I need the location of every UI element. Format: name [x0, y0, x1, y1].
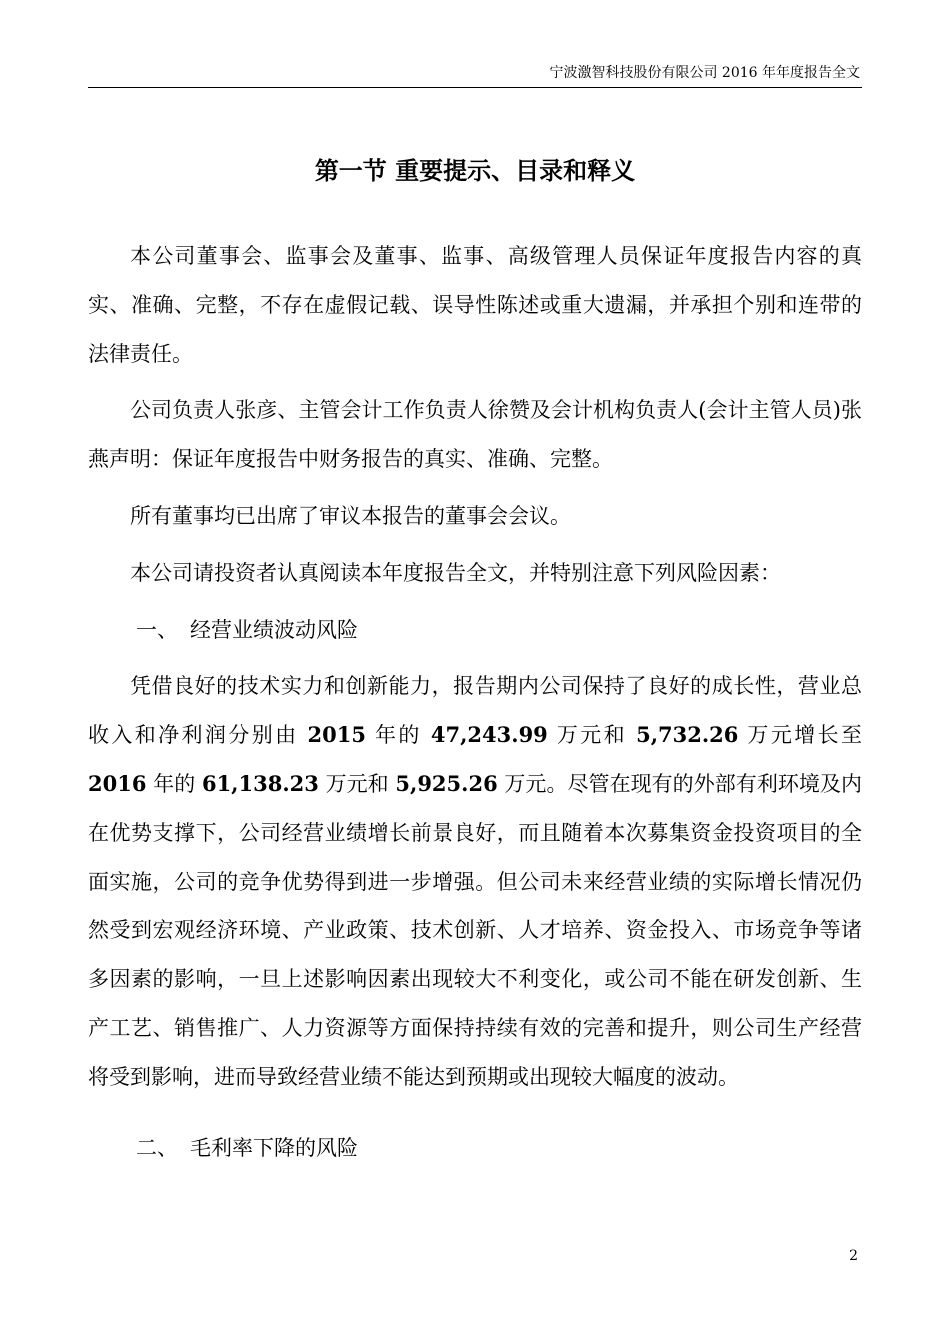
document-body — [88, 232, 862, 1180]
risk-notice-paragraph: 本公司请投资者认真阅读本年度报告全文，并特别注意下列风险因素： — [130, 560, 781, 585]
running-header: 宁波激智科技股份有限公司 2016 年年度报告全文 — [549, 65, 860, 81]
text-run: 年的 — [365, 723, 431, 748]
text-run: 凭借良好的技术实力和创新能力，报告期内公司保持了良好的成长性，营业总收入和净利润分别由 — [88, 674, 862, 748]
revenue-2015: 47,243.99 — [430, 722, 548, 748]
risk-1-body-paragraph — [88, 662, 862, 1101]
year-2015: 2015 — [307, 722, 366, 748]
text-run: 万元和 — [547, 723, 637, 748]
risk-heading-number: 二、 — [136, 1135, 178, 1160]
profit-2015: 5,732.26 — [636, 722, 739, 748]
header-divider — [88, 87, 862, 88]
text-run: 万元和 — [318, 771, 396, 796]
risk-heading-2 — [88, 1124, 862, 1173]
risk-heading-title: 毛利率下降的风险 — [190, 1135, 358, 1160]
text-run: 年的 — [146, 771, 202, 796]
text-run: 万元增长至 — [738, 723, 862, 748]
section-title: 第一节 重要提示、目录和释义 — [314, 156, 636, 185]
disclaimer-paragraph: 本公司董事会、监事会及董事、监事、高级管理人员保证年度报告内容的真实、准确、完整，不存在虚假记载、误导性陈述或重大遗漏，并承担个别和连带的法律责任。 — [88, 244, 862, 366]
page-number: 2 — [849, 1248, 858, 1264]
revenue-2016: 61,138.23 — [201, 770, 319, 796]
board-attendance-paragraph: 所有董事均已出席了审议本报告的董事会会议。 — [130, 503, 571, 528]
risk-heading-number: 一、 — [136, 617, 178, 642]
year-2016: 2016 — [88, 770, 147, 796]
text-run: 万元。尽管在现有的外部有利环境及内在优势支撑下，公司经营业绩增长前景良好，而且随着本次募集资金投资项目的全面实施，公司的竞争优势得到进一步增强。但公司未来经营业绩的实际增长情况仍然受到宏观经济环境、产业政策、技术创新、人才培养、资金投入、市场竞争等诸多因素的影响，一旦上述影响因素出现较大不利变化，或公司不能在研发创新、生产工艺、销售推广、人力资源等方面保持持续有效的完善和提升，则公司生产经营将受到影响，进而导致经营业绩不能达到预期或出现较大幅度的波动。 — [88, 771, 862, 1089]
responsible-persons-paragraph: 公司负责人张彦、主管会计工作负责人徐赞及会计机构负责人(会计主管人员)张燕声明：保证年度报告中财务报告的真实、准确、完整。 — [88, 398, 862, 472]
profit-2016: 5,925.26 — [395, 770, 498, 796]
risk-heading-title: 经营业绩波动风险 — [190, 617, 358, 642]
risk-heading-1 — [88, 606, 862, 655]
